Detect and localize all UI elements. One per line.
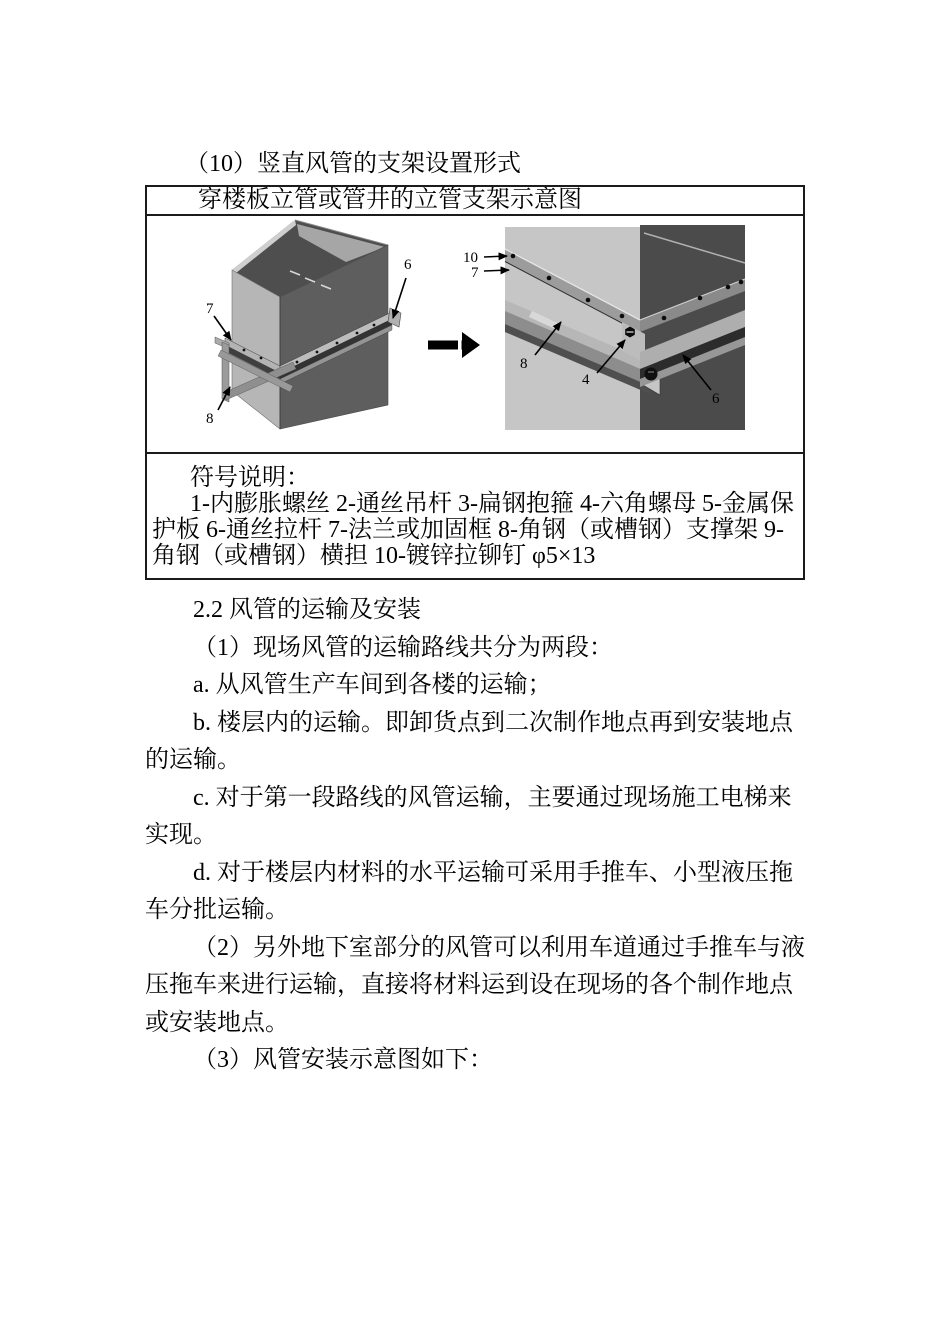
rivet-dot	[373, 324, 376, 327]
diagram-label-7: 7	[206, 301, 214, 317]
duct-support-diagram	[147, 216, 803, 452]
bolt-head	[645, 368, 658, 381]
diagram-label-4: 4	[582, 372, 590, 388]
diagram-label-8: 8	[520, 356, 528, 372]
paragraph-2: （2）另外地下室部分的风管可以利用车道通过手推车与液压拖车来进行运输，直接将材料运到设在现场的各个制作地点或安装地点。	[145, 934, 805, 1036]
rivet-dot	[698, 296, 703, 301]
paragraph-3: （3）风管安装示意图如下：	[193, 1047, 493, 1073]
leader-arrow-7	[484, 270, 509, 271]
rivet-dot	[547, 276, 552, 281]
paragraph-c: c. 对于第一段路线的风管运输，主要通过现场施工电梯来实现。	[145, 784, 792, 848]
figure-legend	[147, 454, 803, 578]
rivet-dot	[336, 342, 339, 345]
paragraph-b: b. 楼层内的运输。即卸货点到二次制作地点再到安装地点的运输。	[145, 709, 793, 773]
diagram-label-10: 10	[463, 250, 478, 266]
body-text	[145, 592, 805, 1080]
duct-detail-diagram	[463, 225, 745, 430]
rivet-dot	[296, 361, 299, 364]
rivet-dot	[726, 285, 731, 290]
figure-box	[145, 185, 805, 580]
diagram-label-8: 8	[206, 411, 214, 427]
section-heading-2-2: 2.2 风管的运输及安装	[193, 597, 421, 623]
rivet-dot	[316, 351, 319, 354]
transfer-arrow-shape	[428, 332, 480, 358]
paragraph-1: （1）现场风管的运输路线共分为两段：	[193, 634, 613, 661]
leader-arrow-10	[484, 256, 507, 257]
diagram-label-6: 6	[404, 257, 412, 273]
transfer-arrow-notch	[458, 341, 462, 350]
rivet-dot	[662, 316, 667, 321]
diagram-label-7: 7	[471, 265, 479, 281]
rivet-dot	[739, 280, 744, 285]
legend-heading: 符号说明：	[190, 465, 310, 491]
figure-canvas	[147, 216, 803, 454]
legend-text: 1-内膨胀螺丝 2-通丝吊杆 3-扁钢抱箍 4-六角螺母 5-金属保护板 6-通丝拉杆 7-法兰或加固框 8-角钢（或槽钢）支撑架 9-角钢（或槽钢）横担 10-镀锌拉铆钉 φ5×13	[152, 491, 794, 569]
paragraph-a: a. 从风管生产车间到各楼的运输；	[193, 672, 552, 698]
figure-title: 穿楼板立管或管井的立管支架示意图	[147, 187, 803, 216]
rivet-dot	[243, 349, 246, 352]
diagram-label-6: 6	[712, 391, 720, 407]
rivet-dot	[620, 314, 625, 319]
leader-arrow-7	[214, 316, 231, 340]
rivet-dot	[260, 357, 263, 360]
duct-overview-diagram	[206, 220, 412, 429]
rivet-dot	[511, 254, 516, 259]
section-heading-10: （10）竖直风管的支架设置形式	[185, 151, 521, 177]
rivet-dot	[586, 298, 591, 303]
transfer-arrow-icon	[428, 332, 480, 358]
rivet-dot	[356, 332, 359, 335]
paragraph-d: d. 对于楼层内材料的水平运输可采用手推车、小型液压拖车分批运输。	[145, 859, 793, 923]
